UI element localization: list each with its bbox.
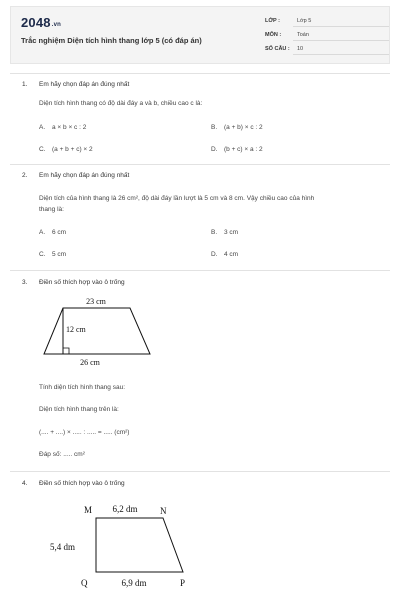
- question-4-prompt: Điền số thích hợp vào ô trống: [39, 480, 125, 487]
- question-2-option-a[interactable]: A. 6 cm: [39, 229, 67, 236]
- site-logo[interactable]: 2048.vn: [21, 15, 62, 30]
- worksheet-header: [10, 6, 390, 64]
- grade-underline: [293, 26, 389, 27]
- question-2-option-c[interactable]: C. 5 cm: [39, 251, 67, 258]
- question-divider: [10, 270, 390, 271]
- question-3-formula-blank[interactable]: (.... + ....) × ..... : ..... = ..... (cm²): [39, 429, 130, 436]
- subject-value: Toán: [297, 32, 309, 38]
- question-1-option-b[interactable]: B. (a + b) × c : 2: [211, 124, 263, 131]
- right-angle-mark: [63, 348, 69, 354]
- question-2-text-continued: thang là:: [39, 206, 64, 213]
- question-2-option-d[interactable]: D. 4 cm: [211, 251, 239, 258]
- header-divider: [10, 73, 390, 74]
- question-2-prompt: Em hãy chọn đáp án đúng nhất: [39, 172, 130, 179]
- page-title: Trắc nghiệm Diện tích hình thang lớp 5 (có đáp án): [21, 36, 202, 45]
- vertex-q-label: Q: [81, 578, 88, 588]
- question-2-option-b[interactable]: B. 3 cm: [211, 229, 239, 236]
- question-1-option-d[interactable]: D. (b + c) × a : 2: [211, 146, 263, 153]
- question-3-prompt: Điền số thích hợp vào ô trống: [39, 279, 125, 286]
- left-side-label: 5,4 dm: [50, 542, 76, 552]
- bottom-side-label: 6,9 dm: [121, 578, 147, 588]
- grade-label: LỚP :: [265, 18, 280, 24]
- question-1-option-a[interactable]: A. a × b × c : 2: [39, 124, 87, 131]
- top-side-label: 6,2 dm: [112, 504, 138, 514]
- question-3-instruction: Tính diện tích hình thang sau:: [39, 384, 126, 391]
- question-1-number: 1.: [22, 81, 28, 88]
- trapezoid-mnpq-shape: [96, 518, 183, 572]
- question-1-text: Diện tích hình thang có độ dài đáy a và b, chiều cao c là:: [39, 100, 203, 107]
- question-count-label: SỐ CÂU :: [265, 46, 290, 52]
- top-base-label: 23 cm: [86, 297, 106, 306]
- question-2-number: 2.: [22, 172, 28, 179]
- question-divider: [10, 164, 390, 165]
- question-1-prompt: Em hãy chọn đáp án đúng nhất: [39, 81, 130, 88]
- height-label: 12 cm: [66, 325, 86, 334]
- question-1-option-c[interactable]: C. (a + b + c) × 2: [39, 146, 93, 153]
- question-2-text: Diện tích của hình thang là 26 cm², độ dài đáy lần lượt là 5 cm và 8 cm. Vậy chiều cao của hình: [39, 195, 315, 202]
- question-3-number: 3.: [22, 279, 28, 286]
- vertex-m-label: M: [84, 505, 93, 515]
- question-divider: [10, 471, 390, 472]
- subject-underline: [293, 40, 389, 41]
- question-3-area-label: Diện tích hình thang trên là:: [39, 406, 119, 413]
- vertex-n-label: N: [160, 506, 167, 516]
- question-count-underline: [293, 54, 389, 55]
- subject-label: MÔN :: [265, 32, 282, 38]
- grade-value: Lớp 5: [297, 18, 312, 24]
- question-count-value: 10: [297, 46, 304, 52]
- question-3-answer-blank[interactable]: Đáp số: ..... cm²: [39, 451, 85, 458]
- trapezoid-shape: [44, 308, 150, 354]
- bottom-base-label: 26 cm: [80, 358, 100, 367]
- vertex-p-label: P: [180, 578, 186, 588]
- question-4-number: 4.: [22, 480, 28, 487]
